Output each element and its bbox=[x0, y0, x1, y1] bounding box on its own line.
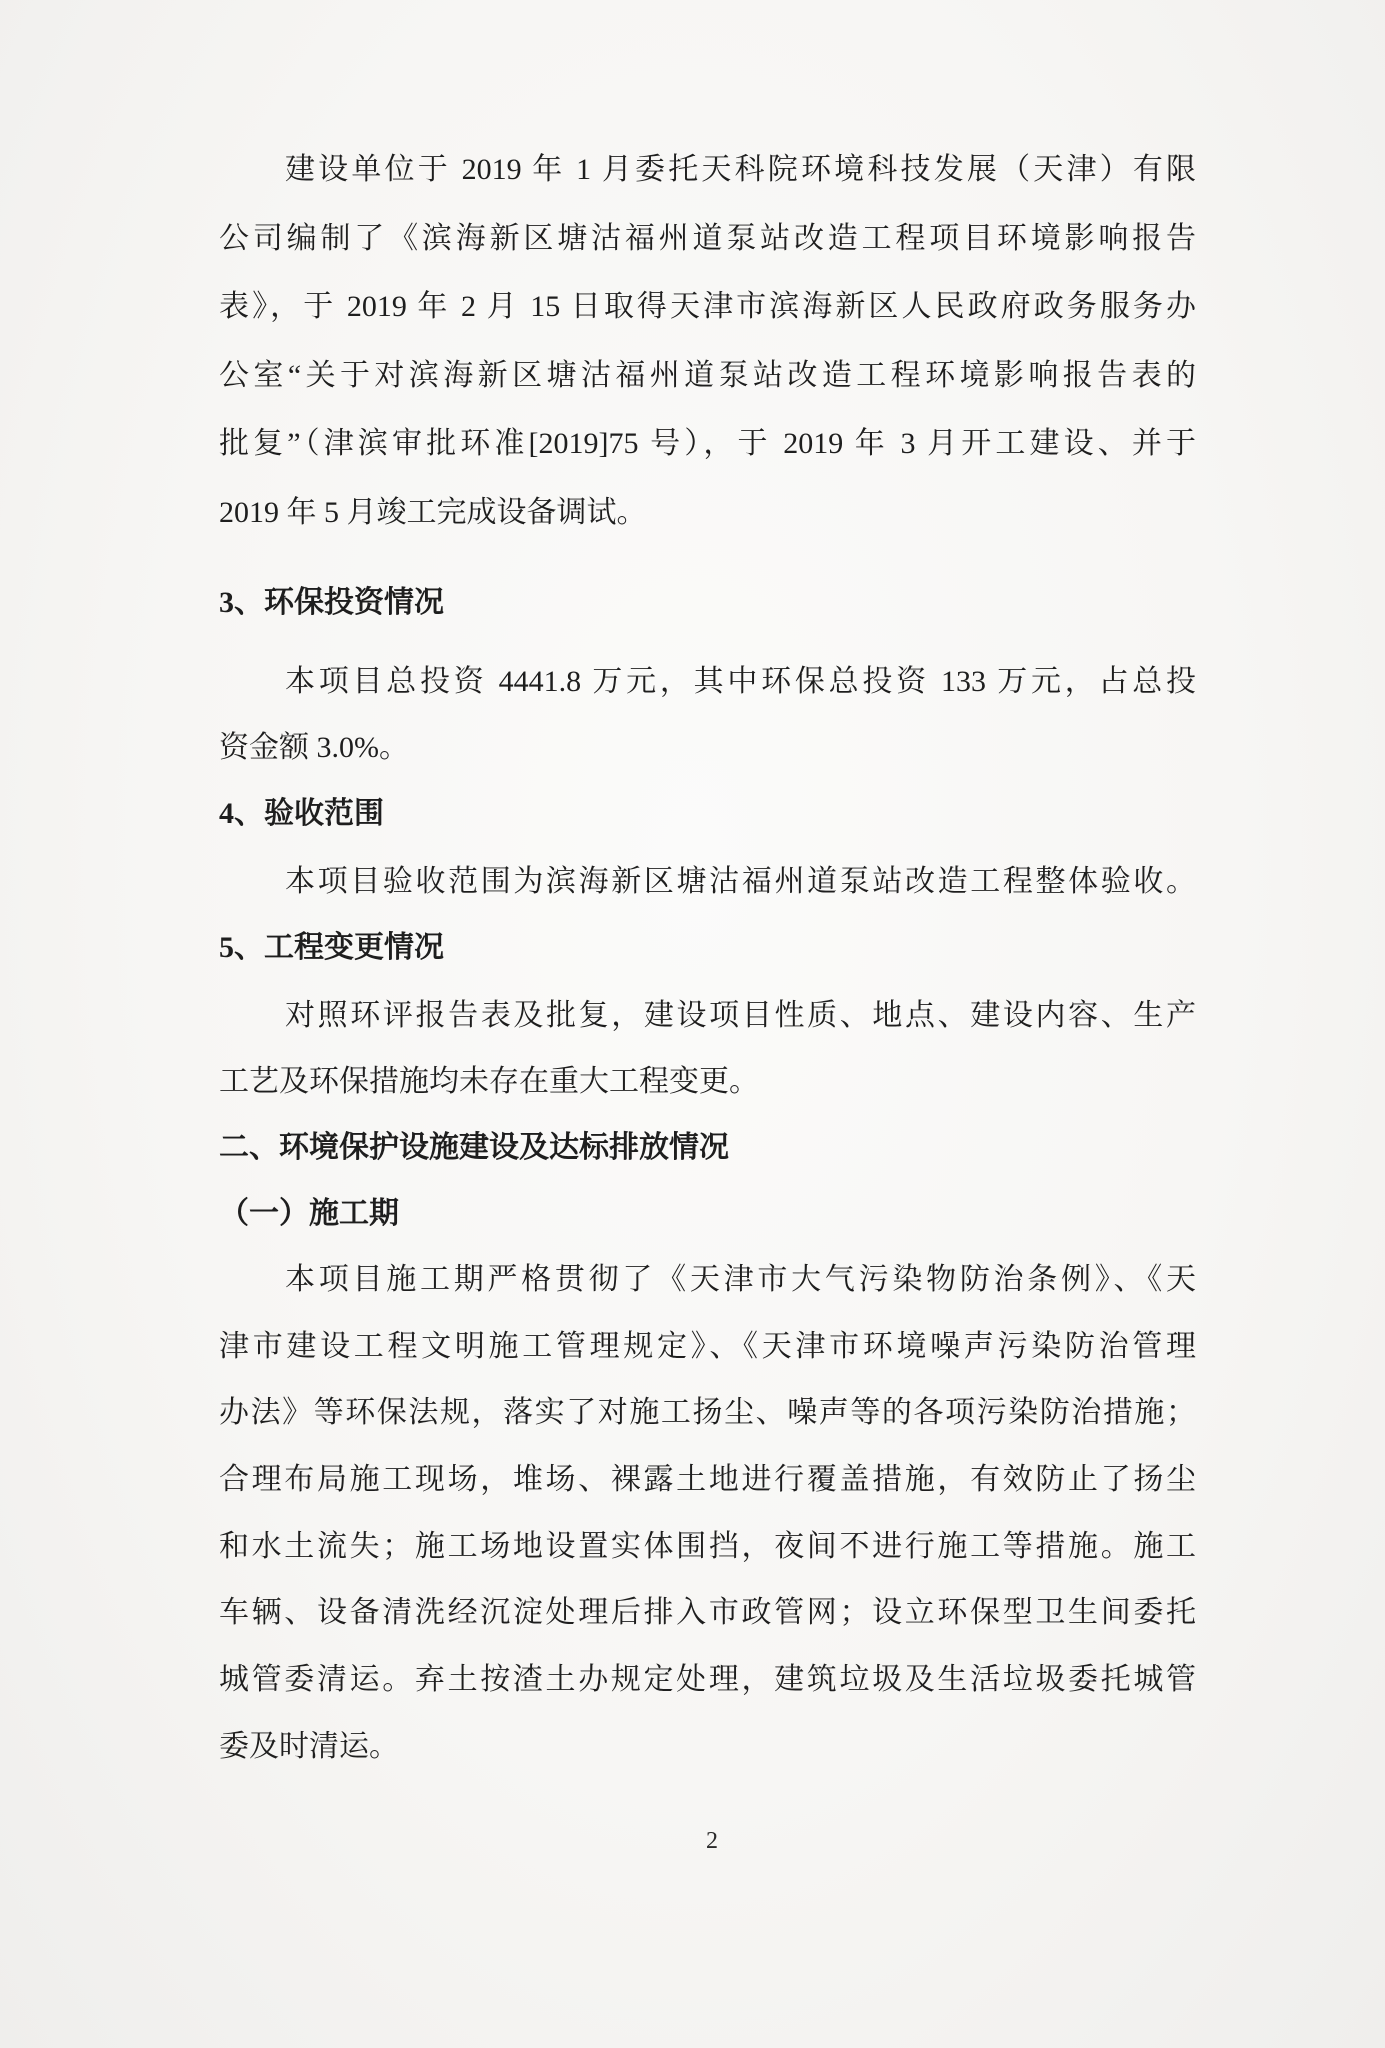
paragraph-line: 表》，于 2019 年 2 月 15 日取得天津市滨海新区人民政府政务服务办 bbox=[219, 290, 1196, 323]
paragraph-line: 本项目验收范围为滨海新区塘沽福州道泵站改造工程整体验收。 bbox=[285, 865, 1196, 898]
paragraph-line: 资金额 3.0%。 bbox=[219, 731, 409, 764]
section-heading-changes: 5、工程变更情况 bbox=[219, 931, 444, 964]
section-heading-acceptance-scope: 4、验收范围 bbox=[219, 797, 384, 830]
subsection-heading-construction-period: （一）施工期 bbox=[219, 1197, 399, 1230]
page-number: 2 bbox=[706, 1828, 718, 1854]
paragraph-line: 建设单位于 2019 年 1 月委托天科院环境科技发展（天津）有限 bbox=[285, 153, 1196, 186]
paragraph-line: 车辆、设备清洗经沉淀处理后排入市政管网；设立环保型卫生间委托 bbox=[219, 1596, 1196, 1630]
paragraph-line: 城管委清运。弃土按渣土办规定处理，建筑垃圾及生活垃圾委托城管 bbox=[219, 1663, 1196, 1697]
paragraph-line: 办法》等环保法规，落实了对施工扬尘、噪声等的各项污染防治措施； bbox=[219, 1396, 1196, 1430]
paragraph-line: 对照环评报告表及批复，建设项目性质、地点、建设内容、生产 bbox=[285, 999, 1196, 1032]
chapter-heading-environmental-facilities: 二、环境保护设施建设及达标排放情况 bbox=[219, 1131, 729, 1164]
section-heading-investment: 3、环保投资情况 bbox=[219, 586, 444, 619]
paragraph-line: 本项目总投资 4441.8 万元，其中环保总投资 133 万元，占总投 bbox=[285, 665, 1196, 698]
paragraph-line: 津市建设工程文明施工管理规定》、《天津市环境噪声污染防治管理 bbox=[219, 1329, 1196, 1363]
paragraph-construction-period bbox=[219, 1247, 1196, 1781]
paragraph-construction-history bbox=[219, 136, 1196, 547]
paragraph-line: 批复”（津滨审批环准[2019]75 号），于 2019 年 3 月开工建设、并于 bbox=[219, 427, 1196, 460]
document-body bbox=[219, 136, 1196, 1781]
paragraph-line: 合理布局施工现场，堆场、裸露土地进行覆盖措施，有效防止了扬尘 bbox=[219, 1463, 1196, 1497]
paragraph-line: 委及时清运。 bbox=[219, 1729, 399, 1763]
paragraph-line: 2019 年 5 月竣工完成设备调试。 bbox=[219, 495, 647, 529]
paragraph-changes bbox=[219, 983, 1196, 1115]
paragraph-line: 公室“关于对滨海新区塘沽福州道泵站改造工程环境影响报告表的 bbox=[219, 358, 1196, 392]
paragraph-investment bbox=[219, 649, 1196, 781]
paragraph-line: 公司编制了《滨海新区塘沽福州道泵站改造工程项目环境影响报告 bbox=[219, 221, 1196, 255]
paragraph-line: 本项目施工期严格贯彻了《天津市大气污染物防治条例》、《天 bbox=[285, 1263, 1196, 1296]
paragraph-line: 和水土流失；施工场地设置实体围挡，夜间不进行施工等措施。施工 bbox=[219, 1529, 1196, 1563]
paragraph-acceptance-scope bbox=[219, 849, 1196, 915]
paragraph-line: 工艺及环保措施均未存在重大工程变更。 bbox=[219, 1065, 759, 1098]
